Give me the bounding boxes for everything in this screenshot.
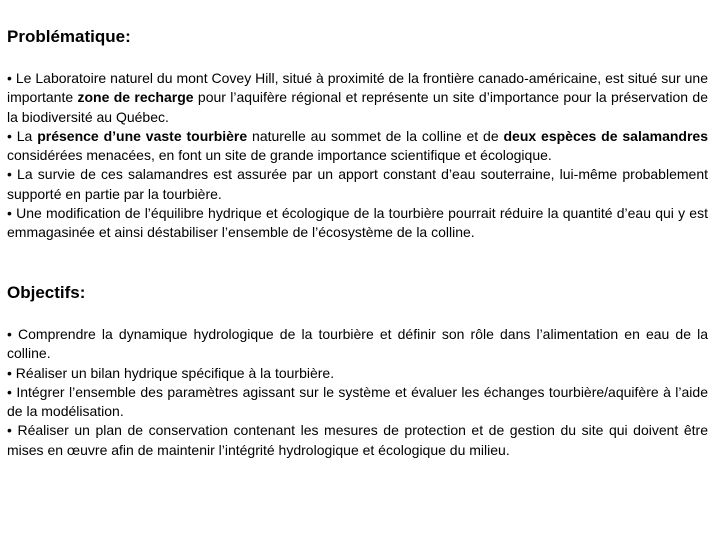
problematique-paragraph: • La survie de ces salamandres est assurée par un apport constant d’eau souterraine, lui-même probablement supporté en partie par la tourbière.: [7, 166, 708, 202]
problematique-paragraph: • Une modification de l’équilibre hydrique et écologique de la tourbière pourrait réduire la quantité d’eau qui y est emmagasinée et ainsi déstabiliser l’ensemble de l’écosystème de la colline.: [7, 205, 708, 241]
objectifs-paragraph: • Réaliser un plan de conservation contenant les mesures de protection et de gestion du site qui doivent être mises en œuvre afin de maintenir l’intégrité hydrologique et écologique du milieu.: [7, 422, 708, 458]
objectifs-paragraph: • Intégrer l’ensemble des paramètres agissant sur le système et évaluer les échanges tourbière/aquifère à l’aide de la modélisation.: [7, 383, 708, 420]
problematique-body: [7, 69, 708, 243]
problematique-heading: Problématique:: [7, 27, 131, 46]
objectifs-heading: Objectifs:: [7, 283, 86, 302]
objectifs-paragraph: • Réaliser un bilan hydrique spécifique à la tourbière.: [7, 364, 335, 381]
problematique-paragraph: • Le Laboratoire naturel du mont Covey Hill, situé à proximité de la frontière canado-américaine, est situé sur une importante zone de recharge pour l’aquifère régional et représente un site d’importance pour la préservation de la biodiversité au Québec.: [7, 70, 708, 125]
problematique-paragraph: • La présence d’une vaste tourbière naturelle au sommet de la colline et de deux espèces de salamandres considérées menacées, en font un site de grande importance scientifique et écologique.: [7, 127, 708, 164]
objectifs-paragraph: • Comprendre la dynamique hydrologique de la tourbière et définir son rôle dans l’alimentation en eau de la colline.: [7, 326, 708, 362]
objectifs-body: [7, 325, 708, 460]
